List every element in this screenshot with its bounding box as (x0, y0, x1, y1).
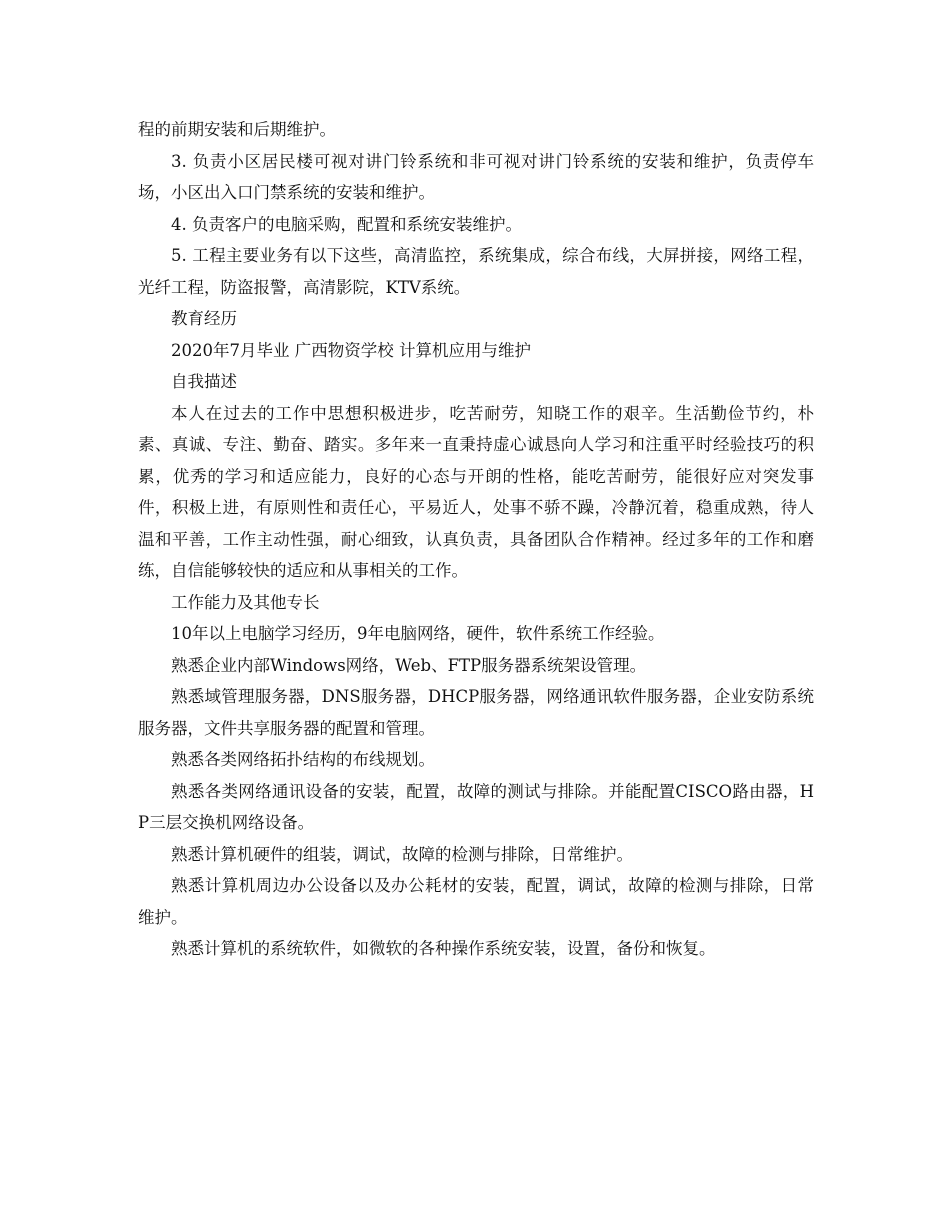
section-heading-skills: 工作能力及其他专长 (171, 592, 320, 612)
document-page (138, 114, 814, 965)
skill-item: 熟悉计算机的系统软件，如微软的各种操作系统安装，设置，备份和恢复。 (171, 939, 716, 958)
skill-item: 10年以上电脑学习经历，9年电脑网络，硬件，软件系统工作经验。 (171, 624, 665, 643)
skill-item: 熟悉计算机硬件的组装，调试，故障的检测与排除，日常维护。 (171, 844, 633, 864)
skill-item: 熟悉各类网络拓扑结构的布线规划。 (171, 750, 435, 769)
section-heading-self-description: 自我描述 (171, 372, 237, 391)
education-entry: 2020年7月毕业 广西物资学校 计算机应用与维护 (171, 340, 531, 360)
skill-item: 熟悉域管理服务器，DNS服务器，DHCP服务器，网络通讯软件服务器，企业安防系统服务器，文件共享服务器的配置和管理。 (138, 687, 814, 738)
skill-item: 熟悉企业内部Windows网络，Web、FTP服务器系统架设管理。 (171, 655, 647, 675)
duty-item-3: 3. 负责小区居民楼可视对讲门铃系统和非可视对讲门铃系统的安装和维护，负责停车场，小区出入口门禁系统的安装和维护。 (138, 151, 814, 202)
duty-item-4: 4. 负责客户的电脑采购，配置和系统安装维护。 (171, 214, 522, 234)
duty-item-5: 5. 工程主要业务有以下这些，高清监控，系统集成，综合布线，大屏拼接，网络工程，光纤工程，防盗报警，高清影院，KTV系统。 (138, 246, 814, 297)
skill-item: 熟悉计算机周边办公设备以及办公耗材的安装，配置，调试，故障的检测与排除，日常维护。 (138, 876, 814, 927)
paragraph-continuation: 程的前期安装和后期维护。 (138, 120, 336, 139)
section-heading-education: 教育经历 (171, 309, 237, 328)
self-description-text: 本人在过去的工作中思想积极进步，吃苦耐劳，知晓工作的艰辛。生活勤俭节约，朴素、真诚、专注、勤奋、踏实。多年来一直秉持虚心诚恳向人学习和注重平时经验技巧的积累，优秀的学习和适应能力，良好的心态与开朗的性格，能吃苦耐劳，能很好应对突发事件，积极上进，有原则性和责任心，平易近人，处事不骄不躁，冷静沉着，稳重成熟，待人温和平善，工作主动性强，耐心细致，认真负责，具备团队合作精神。经过多年的工作和磨练，自信能够较快的适应和从事相关的工作。 (138, 403, 814, 580)
skill-item: 熟悉各类网络通讯设备的安装，配置，故障的测试与排除。并能配置CISCO路由器，HP三层交换机网络设备。 (138, 781, 814, 832)
